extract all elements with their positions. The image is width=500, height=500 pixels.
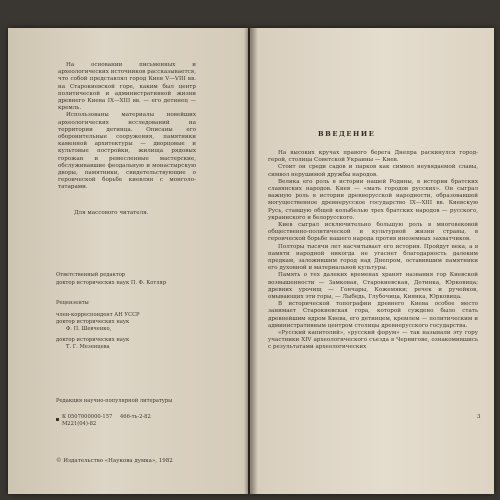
intro-paragraph: Память о тех далеких временах хранят названия гор Киевской возвышенности — Замковая, Старокиевская, Детинка, Юрковица; древних урочищ — Гончары, Кожемяки; речек и ручейков, омывающих эти горы, — Лыбедь, Глубочица, Киянка, Юрковица. xyxy=(268,272,478,301)
isbn-block xyxy=(62,414,112,428)
reviewer1-role: член-корреспондент АН УССР xyxy=(56,312,140,318)
reviewer1-person: Ф. П. Шевченко, xyxy=(66,326,112,332)
intro-paragraph: В исторической топографии древнего Киева особое место занимает Старокиевская гора, которой суждено было стать древнейшим ядром Киева, его детинцем, кремлем — политическим и административным центром столицы древнерусского государства. xyxy=(268,301,478,329)
isbn-line: К 0507000000-157 xyxy=(62,414,113,420)
intro-paragraph: Киев сыграл исключительно большую роль в многовековой общественно-политической и культурной жизни страны, в героической борьбе нашего народа против иноземных захватчиков. xyxy=(268,222,478,243)
page-number: 3 xyxy=(477,414,481,420)
reviewer2-person: Т. Г. Мезенцева xyxy=(66,344,110,350)
section-title: ВВЕДЕНИЕ xyxy=(318,130,376,138)
audience-note: Для массового читателя. xyxy=(74,210,149,216)
isbn-code: 466-ть-2-82 xyxy=(120,414,151,420)
reviewer2-degree: доктор исторических наук xyxy=(56,337,130,343)
publisher-line: Редакция научно-популярной литературы xyxy=(56,398,173,404)
introduction-text xyxy=(268,150,478,352)
intro-paragraph: Велика его роль в истории нашей Родины, в истории братских славянских народов. Киев — «мать городов русских». Он сыграл важную роль в истории древнерусской народности, образовавшей могущественное древнерусское государство IX—XIII вв. Киевскую Русь, ставшую общей колыбелью трех братских народов — русского, украинского и белорусского. xyxy=(268,178,478,221)
editor-name: доктор исторических наук П. Ф. Котляр xyxy=(56,280,167,286)
copyright-line: © Издательство «Наукова думка», 1982 xyxy=(56,458,173,464)
editor-role: Ответственный редактор xyxy=(56,272,126,278)
reviewers-title: Рецензенты xyxy=(56,300,89,306)
intro-paragraph: Стоит он среди садов и парков как символ неувядаемой славы, символ нерушимой дружбы народов. xyxy=(268,164,478,178)
intro-paragraph: На высоких кручах правого берега Днепра раскинулся город-герой, столица Советской Украины — Киев. xyxy=(268,150,478,164)
intro-paragraph: «Русский капитолий», «русский форум» — так называли эту гору участники XIV археологического съезда в Чернигове, ознакомившись с результатами археологических xyxy=(268,330,478,351)
annotation-paragraph: На основании письменных и археологических источников рассказывается, что собой представлял город Киев V—VIII вв. на Старокиевской горе, каким был центр политической и административной жизни древнего Киева IX—XIII вв. — его детинец — кремль. xyxy=(58,62,196,112)
intro-paragraph: Полторы тысячи лет насчитывает его история. Пройдут века, а в памяти народной никогда не угаснет благодарность далеким предкам, заложившим город над Днепром, оставившим памятники его духовной и материальной культуры. xyxy=(268,243,478,272)
annotation-block xyxy=(58,62,196,192)
book-gutter xyxy=(244,28,258,494)
isbn-mark xyxy=(56,418,59,421)
annotation-paragraph: Использованы материалы новейших археологических исследований на территории детинца. Описаны его оборонительные сооружения, памятники каменной архитектуры — дворцовые и культовые постройки, жилища рядовых горожан и ремесленные мастерские, обслуживавшие феодальную и монастырскую дворы, памятники, свидетельствующие о героической борьбе киевлян с монголо-татарами. xyxy=(58,112,196,191)
isbn-line: М221(04)-82 xyxy=(62,421,97,427)
reviewer1-degree: доктор исторических наук xyxy=(56,319,130,325)
